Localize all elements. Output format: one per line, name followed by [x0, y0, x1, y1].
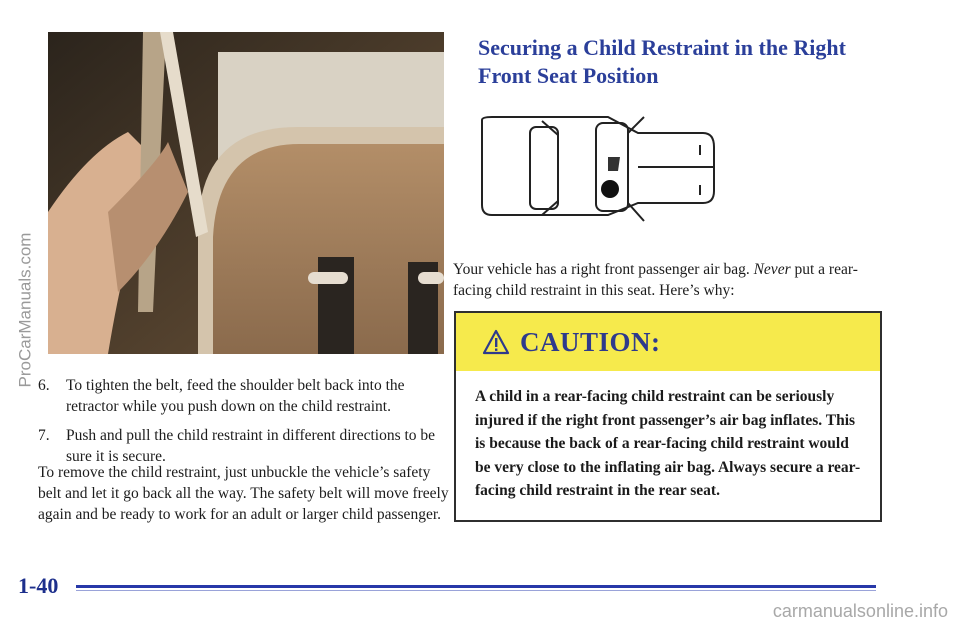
intro-before: Your vehicle has a right front passenger air bag. — [453, 261, 754, 278]
caution-box — [454, 311, 882, 522]
footer-rule — [76, 585, 876, 588]
list-item — [38, 425, 448, 467]
left-watermark-text: ProCarManuals.com — [15, 232, 35, 388]
caution-text: A child in a rear-facing child restraint can be seriously injured if the right front passenger’s air bag inflates. This is because the back of a rear-facing child restraint would be very close to the inflating air bag. Always secure a rear-facing child restraint in the rear seat. — [475, 388, 861, 499]
caution-header — [456, 313, 880, 371]
removal-paragraph: To remove the child restraint, just unbuckle the vehicle’s safety belt and let it go back all the way. The safety belt will move freely again and be ready to work for an adult or larger child passenger. — [38, 464, 449, 523]
list-item — [38, 375, 448, 417]
warning-triangle-icon — [482, 328, 510, 356]
intro-after: put a rear-facing child restraint in this seat. Here’s why: — [453, 261, 858, 299]
step-text: To tighten the belt, feed the shoulder belt back into the retractor while you push down on the child restraint. — [66, 377, 405, 415]
step-text: Push and pull the child restraint in different directions to be sure it is secure. — [66, 427, 436, 465]
intro-emphasis: Never — [753, 261, 791, 278]
belt-tightening-photo — [48, 32, 444, 354]
caution-label: CAUTION: — [520, 326, 661, 357]
bottom-watermark: carmanualsonline.info — [772, 601, 948, 621]
step-number: 7. — [38, 427, 50, 444]
step-number: 6. — [38, 377, 50, 394]
page-number: 1-40 — [18, 573, 59, 598]
footer-rule-thin — [76, 590, 876, 591]
step-list — [38, 375, 448, 475]
section-heading: Securing a Child Restraint in the Right Front Seat Position — [478, 35, 846, 88]
vehicle-seat-diagram-icon — [478, 95, 728, 235]
intro-text — [453, 259, 893, 301]
